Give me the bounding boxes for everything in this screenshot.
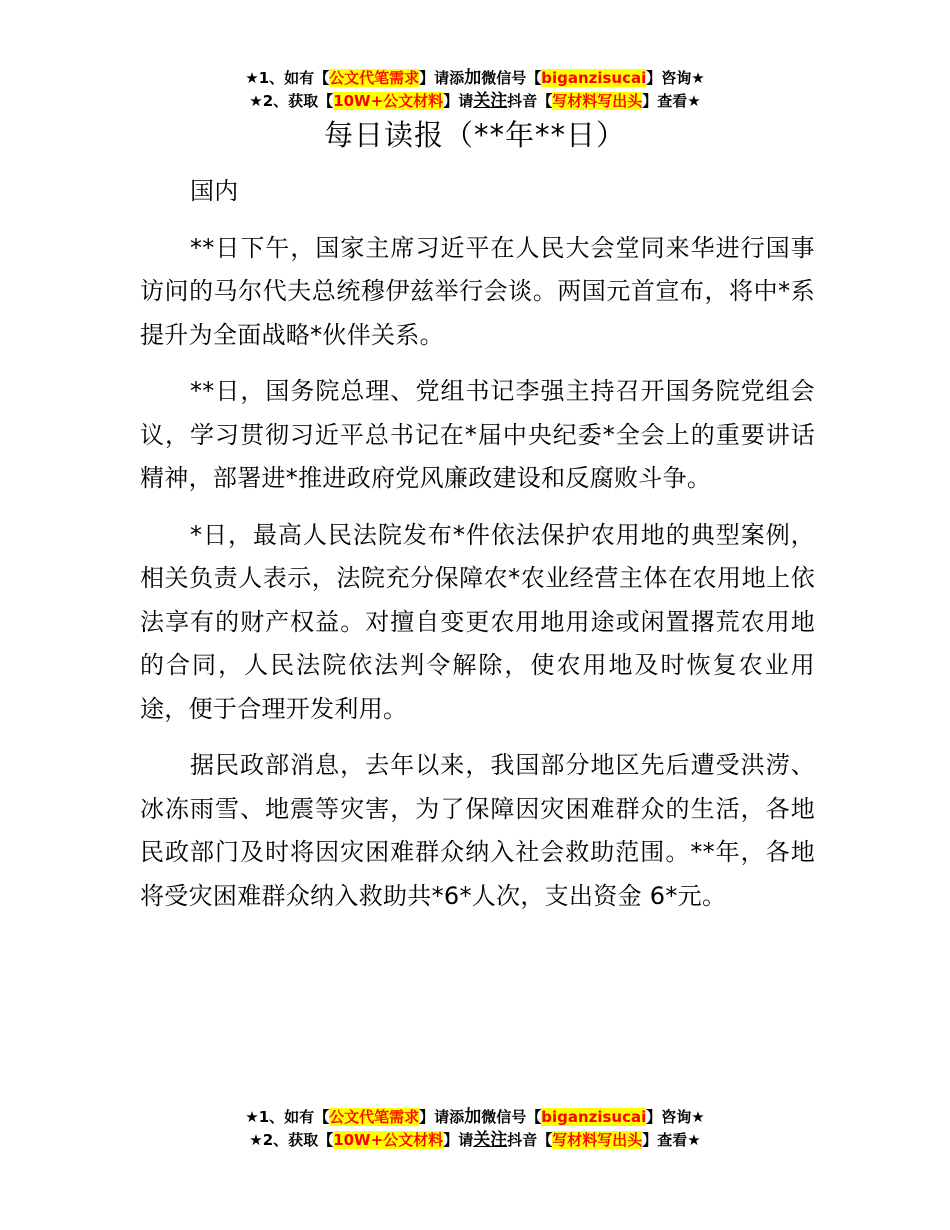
promo-text: ★1、如有【 — [245, 1108, 330, 1126]
section-heading: 国内 — [190, 177, 239, 205]
footer-promo — [0, 1106, 950, 1152]
promo-line-2 — [0, 1129, 950, 1152]
paragraph: **日下午，国家主席习近平在人民大会堂同来华进行国事访问的马尔代夫总统穆伊兹举行会谈。两国元首宣布，将中*系提升为全面战略*伙伴关系。 — [140, 233, 815, 349]
promo-wechat-id: biganzisucai — [541, 1108, 647, 1126]
promo-emphasis: 加 — [464, 68, 482, 88]
header-promo — [0, 67, 950, 113]
paragraph: **日，国务院总理、党组书记李强主持召开国务院党组会议，学习贯彻习近平总书记在*届中央纪委*全会上的重要讲话精神，部署进*推进政府党风廉政建设和反腐败斗争。 — [140, 377, 815, 492]
promo-text: 微信号【 — [481, 1108, 542, 1126]
promo-douyin-account: 写材料写出头 — [552, 1131, 643, 1149]
promo-wechat-id: biganzisucai — [541, 69, 647, 87]
promo-douyin-account: 写材料写出头 — [552, 92, 643, 110]
promo-text: 】请添 — [419, 69, 465, 87]
promo-text: 抖音【 — [507, 92, 553, 110]
promo-text: 微信号【 — [481, 69, 542, 87]
promo-text: 】查看★ — [642, 92, 701, 110]
promo-text: 】查看★ — [642, 1131, 701, 1149]
promo-text: 抖音【 — [507, 1131, 553, 1149]
promo-highlight: 10W+公文材料 — [333, 1131, 444, 1149]
promo-text: 】请添 — [419, 1108, 465, 1126]
document-body — [140, 170, 815, 931]
paragraph: 据民政部消息，去年以来，我国部分地区先后遭受洪涝、冰冻雨雪、地震等灾害，为了保障因灾困难群众的生活，各地民政部门及时将因灾困难群众纳入社会救助范围。**年，各地将受灾困难群众纳入救助共*6*人次，支出资金 6*元。 — [140, 751, 815, 910]
promo-emphasis: 关注 — [473, 1130, 508, 1150]
promo-text: ★1、如有【 — [245, 69, 330, 87]
promo-emphasis: 加 — [464, 1107, 482, 1127]
promo-text: 】咨询★ — [646, 1108, 705, 1126]
promo-text: ★2、获取【 — [249, 92, 334, 110]
paragraph: *日，最高人民法院发布*件依法保护农用地的典型案例，相关负责人表示，法院充分保障农*农业经营主体在农用地上依法享有的财产权益。对擅自变更农用地用途或闲置撂荒农用地的合同，人民法院依法判令解除，使农用地及时恢复农业用途，便于合理开发利用。 — [140, 520, 815, 723]
promo-text: 】请 — [443, 92, 474, 110]
promo-text: 】咨询★ — [646, 69, 705, 87]
document-title: 每日读报（**年**日） — [323, 118, 626, 152]
promo-highlight: 10W+公文材料 — [333, 92, 444, 110]
promo-line-1 — [0, 1106, 950, 1129]
promo-line-1 — [0, 67, 950, 90]
promo-highlight: 公文代笔需求 — [329, 1108, 420, 1126]
promo-emphasis: 关注 — [473, 91, 508, 111]
promo-line-2 — [0, 90, 950, 113]
promo-text: 】请 — [443, 1131, 474, 1149]
promo-highlight: 公文代笔需求 — [329, 69, 420, 87]
promo-text: ★2、获取【 — [249, 1131, 334, 1149]
